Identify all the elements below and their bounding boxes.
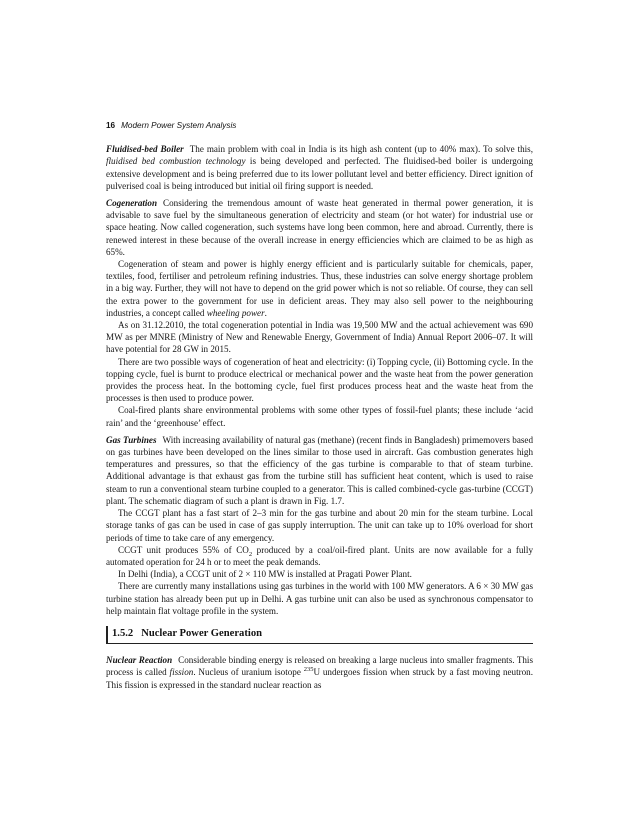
run-in-heading-nuclear: Nuclear Reaction xyxy=(106,655,173,666)
paragraph-cogeneration-1: Cogeneration Considering the tremendous amount of waste heat generated in thermal power generation, it is advisable to save fuel by the simultaneous generation of electricity and steam (or hot water) for industrial use or space heating. Now called cogeneration, such systems have long been common, here and abroad. Currently, there is renewed interest in these because of the overall increase in energy efficiencies which are claimed to be as high as 65%. xyxy=(106,198,533,257)
paragraph-gas-2: The CCGT plant has a fast start of 2–3 min for the gas turbine and about 20 min for the steam turbine. Local storage tanks of gas can be used in case of gas supply interruption. The unit can take up to 10% overload for short periods of time to take care of any emergency. xyxy=(106,508,533,543)
paragraph-fluidised-bed: Fluidised-bed Boiler The main problem with coal in India is its high ash content (up to 40% max). To solve this, fluidised bed combustion technology is being developed and perfected. The fluidised-bed boiler is undergoing extensive development and is being preferred due to its lower pollutant level and better efficiency. Direct ignition of pulverised coal is being introduced but initial oil firing support is needed. xyxy=(106,144,533,191)
run-in-heading-cogeneration: Cogeneration xyxy=(106,198,158,209)
paragraph-cogeneration-4: There are two possible ways of cogeneration of heat and electricity: (i) Topping cycle, (ii) Bottoming cycle. In the topping cycle, fuel is burnt to produce electrical or mechanical power and the waste heat from the power generation provides the process heat. In the bottoming cycle, fuel first produces process heat and the waste heat from the processes is then used to produce power. xyxy=(106,356,533,404)
paragraph-cogeneration-5: Coal-fired plants share environmental problems with some other types of fossil-fuel plants; these include ‘acid rain’ and the ‘greenhouse’ effect. xyxy=(106,405,533,428)
section-number: 1.5.2 xyxy=(112,627,134,639)
running-head xyxy=(106,120,533,132)
paragraph-gas-1: Gas Turbines With increasing availability of natural gas (methane) (recent finds in Bangladesh) primemovers based on gas turbines have been developed on the lines similar to those used in aircraft. Gas combustion generates high temperatures and pressures, so that the efficiency of the gas turbine is comparable to that of steam turbine. Additional advantage is that exhaust gas from the turbine still has sufficient heat content, which is used to raise steam to run a conventional steam turbine coupled to a generator. This is called combined-cycle gas-turbine (CCGT) plant. The schematic diagram of such a plant is drawn in Fig. 1.7. xyxy=(106,434,534,506)
book-title: Modern Power System Analysis xyxy=(121,121,237,130)
section-title: Nuclear Power Generation xyxy=(141,627,263,639)
paragraph-gas-4: In Delhi (India), a CCGT unit of 2 × 110 MW is installed at Pragati Power Plant. xyxy=(118,569,412,580)
page xyxy=(106,120,533,691)
section-rule xyxy=(106,626,108,644)
paragraph-cogeneration-3: As on 31.12.2010, the total cogeneration potential in India was 19,500 MW and the actual achievement was 690 MW as per MNRE (Ministry of New and Renewable Energy, Government of India) Annual Report 2006–07. It will have potential for 28 GW in 2015. xyxy=(106,320,533,355)
page-number: 16 xyxy=(106,121,116,130)
run-in-heading-gas: Gas Turbines xyxy=(106,434,157,445)
paragraph-nuclear: Nuclear Reaction Considerable binding energy is released on breaking a large nucleus into smaller fragments. This process is called fission. Nucleus of uranium isotope $^{235}$U undergoes fission when struck by a fast moving neutron. This fission is expressed in the standard nuclear reaction as xyxy=(106,655,533,690)
paragraph-cogeneration-2: Cogeneration of steam and power is highly energy efficient and is particularly suitable for chemicals, paper, textiles, food, fertiliser and petroleum refining industries. Thus, these industries can solve energy shortage problem in a big way. Further, they will not have to depend on the grid power which is not so reliable. Of course, they can sell the extra power to the government for use in deficient areas. They may also sell power to the neighbouring industries, a concept called wheeling power. xyxy=(106,259,533,318)
run-in-heading-fluidised: Fluidised-bed Boiler xyxy=(106,144,184,155)
section-heading xyxy=(106,626,533,644)
paragraph-gas-3: CCGT unit produces 55% of $CO_2$ produced by a coal/oil-fired plant. Units are now available for a fully automated operation for 24 h or to meet the peak demands. xyxy=(106,544,533,567)
paragraph-gas-5: There are currently many installations using gas turbines in the world with 100 MW generators. A 6 × 30 MW gas turbine station has already been put up in Delhi. A gas turbine unit can also be used as synchronous compensator to help maintain flat voltage profile in the system. xyxy=(106,581,533,616)
